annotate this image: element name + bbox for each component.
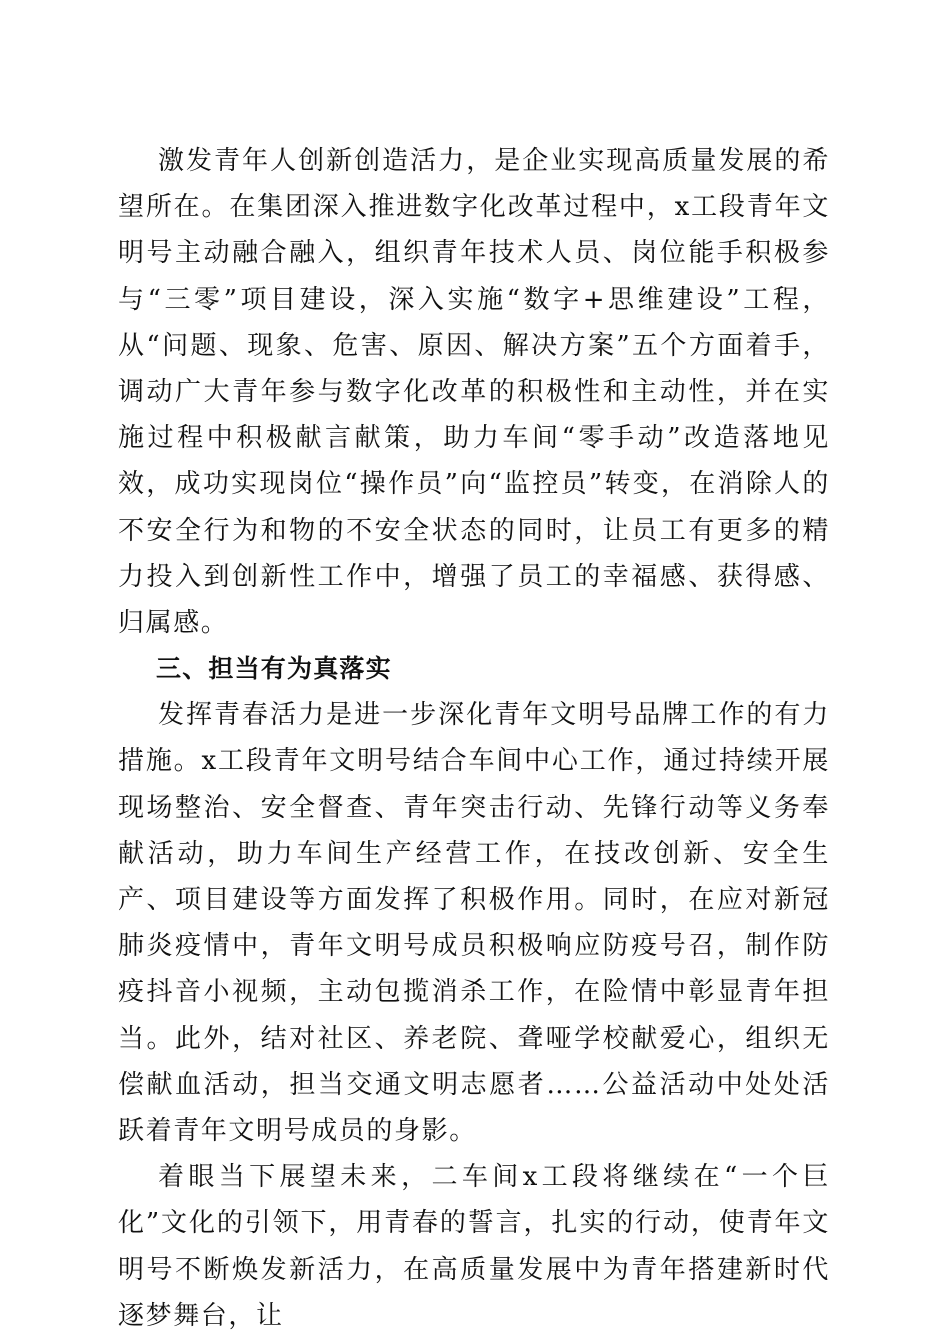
paragraph-future-outlook: 着眼当下展望未来，二车间x工段将继续在“一个巨化”文化的引领下，用青春的誓言，扎实的行动，使青年文明号不断焕发新活力，在高质量发展中为青年搭建新时代逐梦舞台，让 [118,1162,830,1331]
section-heading-3: 三、担当有为真落实 [156,654,392,684]
paragraph-youth-vitality: 发挥青春活力是进一步深化青年文明号品牌工作的有力措施。x工段青年文明号结合车间中心工作，通过持续开展现场整治、安全督查、青年突击行动、先锋行动等义务奉献活动，助力车间生产经营工作，在技改创新、安全生产、项目建设等方面发挥了积极作用。同时，在应对新冠肺炎疫情中，青年文明号成员积极响应防疫号召，制作防疫抖音小视频，主动包揽消杀工作，在险情中彰显青年担当。此外，结对社区、养老院、聋哑学校献爱心，组织无偿献血活动，担当交通文明志愿者……公益活动中处处活跃着青年文明号成员的身影。 [118,700,830,1147]
paragraph-innovation: 激发青年人创新创造活力，是企业实现高质量发展的希望所在。在集团深入推进数字化改革过程中，x工段青年文明号主动融合融入，组织青年技术人员、岗位能手积极参与“三零”项目建设，深入实施“数字+思维建设”工程，从“问题、现象、危害、原因、解决方案”五个方面着手，调动广大青年参与数字化改革的积极性和主动性，并在实施过程中积极献言献策，助力车间“零手动”改造落地见效，成功实现岗位“操作员”向“监控员”转变，在消除人的不安全行为和物的不安全状态的同时，让员工有更多的精力投入到创新性工作中，增强了员工的幸福感、获得感、归属感。 [118,146,830,639]
document-body [118,138,830,1339]
